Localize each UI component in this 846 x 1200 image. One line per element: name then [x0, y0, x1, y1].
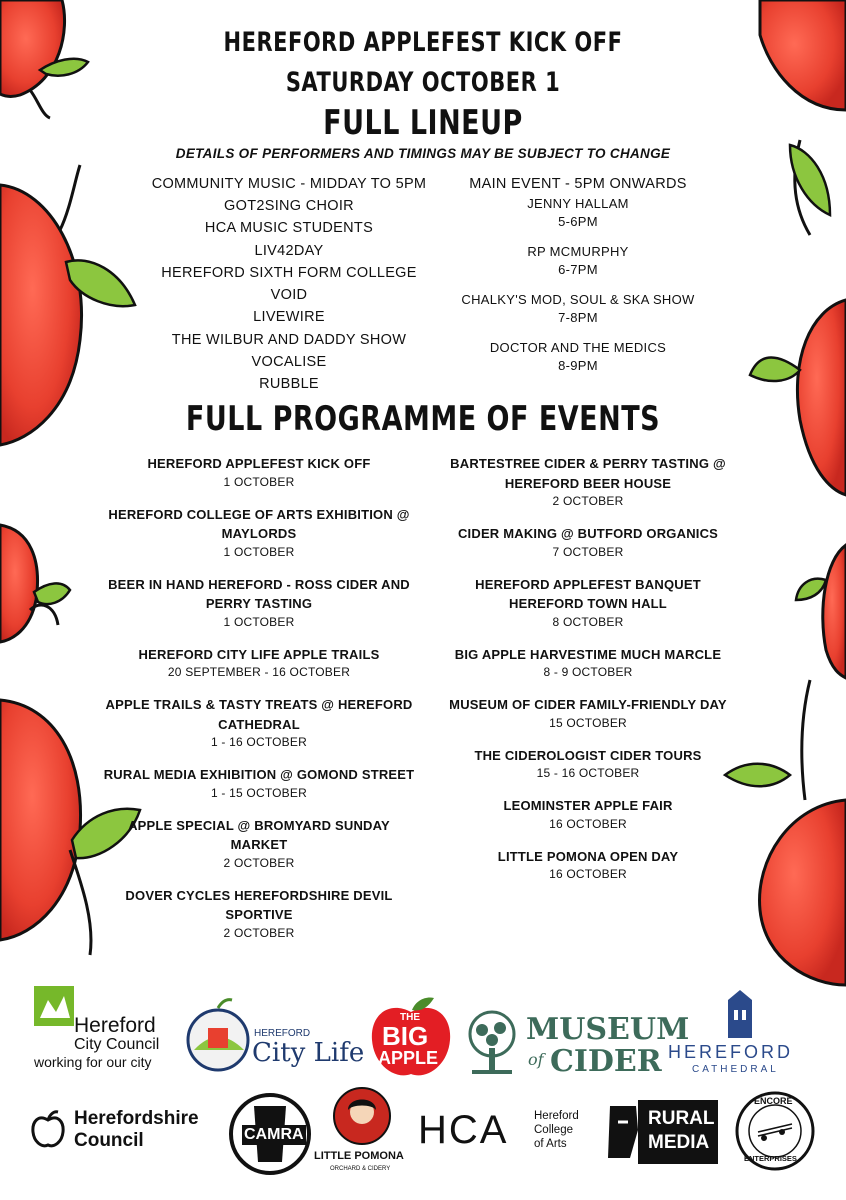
big-apple-big: BIG: [382, 1021, 429, 1051]
apple-icon: [0, 0, 88, 118]
event-date: 15 OCTOBER: [549, 715, 627, 730]
event-date: 1 OCTOBER: [223, 614, 295, 629]
council-name: Hereford: [74, 1014, 156, 1037]
title-line-2: SATURDAY OCTOBER 1: [285, 67, 561, 97]
event-item: [100, 575, 418, 631]
event-name: APPLE SPECIAL @ BROMYARD SUNDAY MARKET: [128, 817, 390, 852]
programme-title: FULL PROGRAMME OF EVENTS: [185, 400, 661, 439]
community-music-title: COMMUNITY MUSIC - MIDDAY TO 5PM: [151, 176, 427, 192]
city-life-apple-icon: [186, 994, 252, 1074]
performer-name: JENNY HALLAM: [527, 196, 629, 211]
apple-icon: [796, 545, 846, 678]
event-item: [440, 524, 736, 561]
event-date: 7 OCTOBER: [552, 544, 624, 559]
pomona-portrait-icon: [332, 1086, 392, 1146]
council-tagline: working for our city: [34, 1054, 152, 1070]
list-item: GOT2SING CHOIR: [224, 198, 354, 214]
rural-media-logo: [600, 1100, 720, 1164]
event-name: BEER IN HAND HEREFORD - ROSS CIDER AND PERRY TASTING: [108, 576, 410, 611]
hereford-city-life-logo: [186, 992, 365, 1082]
event-item: [100, 505, 418, 561]
performer-item: [448, 291, 708, 327]
performer-time: 5-6PM: [558, 214, 598, 229]
hereford-city-council-logo: [30, 984, 180, 1080]
event-date: 8 - 9 OCTOBER: [543, 665, 633, 679]
performer-time: 7-8PM: [558, 310, 598, 325]
event-item: [440, 847, 736, 884]
event-name: MUSEUM OF CIDER FAMILY-FRIENDLY DAY: [449, 697, 727, 712]
performer-name: RP MCMURPHY: [527, 244, 629, 259]
city-life-big: City Life: [252, 1038, 365, 1068]
list-item: HCA MUSIC STUDENTS: [204, 220, 374, 237]
event-date: 2 OCTOBER: [223, 925, 295, 940]
community-music-column: [138, 176, 440, 396]
event-name: CIDER MAKING @ BUTFORD ORGANICS: [457, 526, 719, 541]
apple-outline-icon: [30, 1108, 66, 1148]
apple-icon: [725, 680, 846, 985]
event-name: APPLE TRAILS & TASTY TREATS @ HEREFORD CATHEDRAL: [105, 697, 413, 732]
event-item: [100, 765, 418, 802]
museum-of-cider-logo: [462, 1010, 690, 1080]
event-item: [440, 454, 736, 510]
event-date: 1 OCTOBER: [223, 544, 295, 559]
event-date: 8 OCTOBER: [552, 614, 624, 629]
list-item: LIVEWIRE: [253, 309, 325, 326]
pomona-sub: ORCHARD & CIDERY: [330, 1166, 391, 1172]
events-right-column: [440, 454, 736, 897]
event-item: [440, 796, 736, 833]
hca-line3: of Arts: [534, 1138, 567, 1150]
list-item: VOID: [270, 287, 308, 304]
hca-line2: College: [534, 1124, 573, 1136]
museum-cider: CIDER: [550, 1044, 662, 1079]
media-word: MEDIA: [648, 1132, 710, 1153]
event-item: [440, 575, 736, 631]
city-life-small: HEREFORD: [254, 1028, 311, 1039]
events-left-column: [100, 454, 418, 956]
title-line-1: HEREFORD APPLEFEST KICK OFF: [223, 27, 623, 57]
hca-mark: HCA: [418, 1108, 509, 1152]
performer-time: 6-7PM: [558, 262, 598, 277]
event-date: 1 OCTOBER: [223, 474, 295, 489]
event-name: BIG APPLE HARVESTIME MUCH MARCLE: [454, 646, 722, 662]
cathedral-name: HEREFORD: [668, 1042, 794, 1062]
main-event-title: MAIN EVENT - 5PM ONWARDS: [469, 176, 687, 192]
event-item: [100, 454, 418, 491]
hereford-cathedral-logo: [664, 990, 814, 1080]
pomona-name: LITTLE POMONA: [314, 1150, 404, 1162]
event-name: RURAL MEDIA EXHIBITION @ GOMOND STREET: [103, 767, 415, 782]
apple-icon: [0, 525, 70, 642]
museum-word: MUSEUM: [526, 1012, 690, 1047]
performer-name: CHALKY'S MOD, SOUL & SKA SHOW: [461, 292, 695, 307]
museum-of: of: [528, 1050, 544, 1069]
camra-logo: [228, 1092, 312, 1176]
cathedral-word: CATHEDRAL: [692, 1064, 779, 1075]
event-date: 15 - 16 OCTOBER: [536, 766, 640, 780]
event-item: [100, 645, 418, 682]
event-date: 16 OCTOBER: [549, 816, 627, 831]
little-pomona-logo: [310, 1086, 414, 1182]
hca-logo: [418, 1108, 590, 1154]
list-item: HEREFORD SIXTH FORM COLLEGE: [161, 264, 417, 281]
event-date: 1 - 16 OCTOBER: [211, 735, 307, 749]
event-date: 20 SEPTEMBER - 16 OCTOBER: [167, 665, 351, 679]
disclaimer-text: DETAILS OF PERFORMERS AND TIMINGS MAY BE SUBJECT TO CHANGE: [175, 146, 671, 161]
event-item: [440, 746, 736, 783]
encore-enterprises-logo: [734, 1090, 816, 1172]
event-date: 2 OCTOBER: [223, 855, 295, 870]
encore-top: ENCORE: [754, 1096, 793, 1106]
event-item: [100, 886, 418, 942]
hca-line1: Hereford: [534, 1110, 579, 1122]
event-item: [440, 645, 736, 682]
big-apple-apple: APPLE: [378, 1048, 439, 1068]
event-name: HEREFORD COLLEGE OF ARTS EXHIBITION @ MAYLORDS: [108, 506, 410, 541]
event-name: HEREFORD APPLEFEST BANQUET HEREFORD TOWN HALL: [475, 576, 701, 611]
big-apple-the: THE: [400, 1012, 420, 1023]
apple-icon: [750, 300, 846, 495]
event-name: LEOMINSTER APPLE FAIR: [503, 798, 673, 813]
herefordshire-name: Herefordshire: [74, 1108, 199, 1129]
event-name: HEREFORD CITY LIFE APPLE TRAILS: [138, 646, 380, 662]
event-date: 2 OCTOBER: [552, 494, 624, 508]
performer-item: [448, 243, 708, 279]
council-crest-icon: [32, 984, 78, 1030]
camra-text: CAMRA: [244, 1126, 304, 1143]
event-date: 16 OCTOBER: [549, 867, 627, 881]
event-name: DOVER CYCLES HEREFORDSHIRE DEVIL SPORTIVE: [125, 887, 393, 922]
rural-word: RURAL: [648, 1108, 715, 1129]
event-date: 1 - 15 OCTOBER: [211, 785, 307, 800]
herefordshire-council-logo: [30, 1102, 200, 1152]
tree-icon: [462, 1010, 522, 1076]
list-item: THE WILBUR AND DADDY SHOW: [171, 331, 407, 348]
herefordshire-council: Council: [74, 1130, 144, 1151]
event-item: [100, 816, 418, 872]
big-apple-logo: [368, 994, 454, 1080]
performer-time: 8-9PM: [558, 358, 598, 373]
performer-name: DOCTOR AND THE MEDICS: [489, 340, 667, 355]
title-line-3: FULL LINEUP: [323, 104, 523, 143]
cathedral-icon: [720, 990, 760, 1040]
performer-item: [448, 339, 708, 375]
main-event-column: [448, 176, 708, 387]
list-item: LIV42DAY: [254, 242, 324, 259]
event-item: [440, 695, 736, 732]
event-name: HEREFORD APPLEFEST KICK OFF: [147, 456, 371, 471]
encore-bottom: ENTERPRISES: [744, 1154, 797, 1163]
list-item: VOCALISE: [251, 354, 327, 371]
event-item: [100, 695, 418, 751]
event-name: BARTESTREE CIDER & PERRY TASTING @ HEREFORD BEER HOUSE: [450, 456, 726, 491]
event-name: THE CIDEROLOGIST CIDER TOURS: [474, 747, 702, 763]
list-item: RUBBLE: [259, 376, 319, 393]
council-subname: City Council: [74, 1036, 160, 1053]
event-name: LITTLE POMONA OPEN DAY: [497, 848, 679, 864]
performer-item: [448, 195, 708, 231]
